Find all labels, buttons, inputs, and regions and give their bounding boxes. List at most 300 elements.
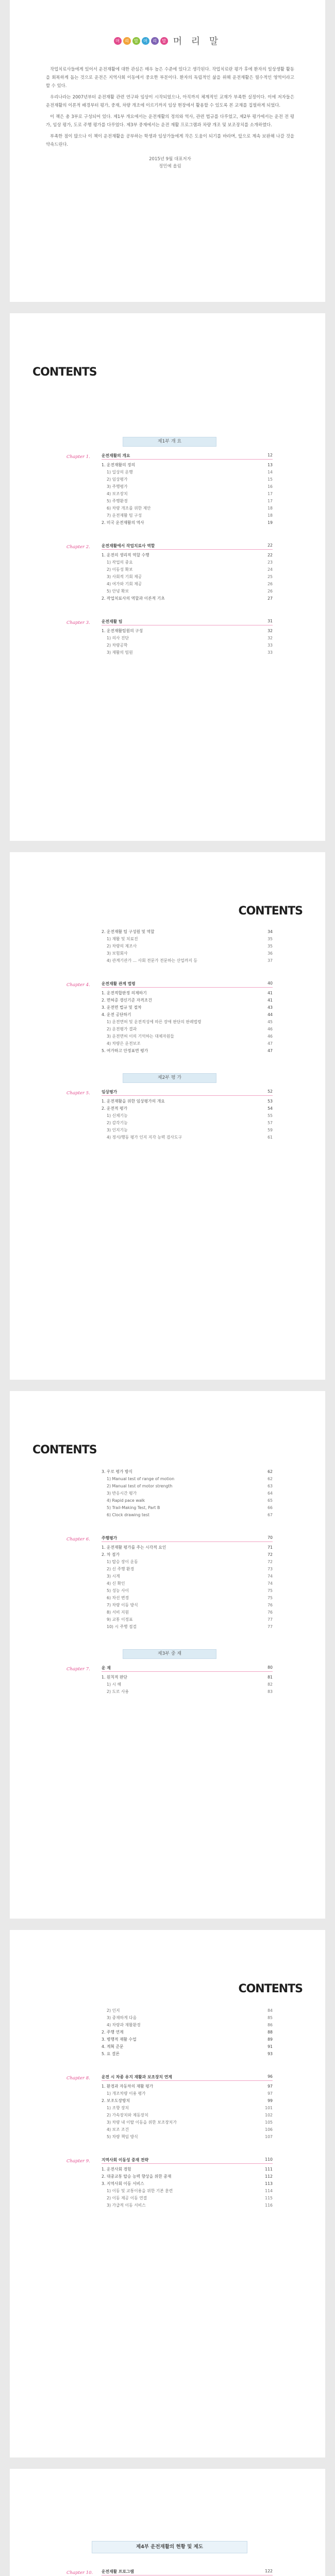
chapter-number: Chapter 4.: [66, 982, 90, 988]
contents-page-2: [10, 852, 325, 1380]
toc-entry-title: 2. 면허증 갱신기준 자격조건: [102, 998, 152, 1003]
toc-entry: [107, 1040, 273, 1047]
toc-entry-title: 4. 운전 공단하기: [102, 1012, 131, 1017]
toc-entry-page: 17: [267, 499, 273, 503]
toc-entry-page: 75: [267, 1588, 273, 1593]
toc-entry-title: 1. 환경과 자동차의 재활 평가: [102, 2084, 154, 2089]
toc-entry-title: 4) 신 확인: [107, 1581, 125, 1586]
spacer: [66, 1631, 273, 1644]
toc-entry-page: 37: [267, 958, 273, 963]
toc-entry-title: 5) Trail-Making Test, Part B: [107, 1505, 160, 1510]
chapter-heading: [66, 543, 273, 550]
toc-entry-title: 5) 안녕 확보: [107, 589, 129, 594]
chapter-title: [102, 453, 273, 460]
toc-entry-page: 65: [267, 1498, 273, 1503]
chapter-number: Chapter 2.: [66, 545, 90, 550]
contents-page-3: [10, 1391, 325, 1919]
toc-entry-title: 1) 운전면허 및 운전적성에 따른 장애 판단의 판례법령: [107, 1020, 202, 1024]
toc-entry-title: 3) 재활의 팀원: [107, 650, 133, 655]
chapter-title-text: 운전재활 관계 법령: [102, 981, 136, 986]
toc-entry-title: 1) 이동 및 교통이용을 위한 기본 훈련: [107, 2189, 173, 2193]
toc-entry-title: 5. 요 결론: [102, 2052, 120, 2056]
toc-entry-page: 62: [267, 1469, 273, 1474]
toc-entry-page: 66: [267, 1505, 273, 1510]
spacer: [66, 1055, 273, 1068]
preface-paragraph: 작업치료사들에게 있어서 운전재활에 대한 관심은 매우 높은 수준에 있다고 생각된다. 작업치료란 평가 후에 환자의 일상생활 활동을 회복하게 돕는 것으로 운전은 지역사회 이동에서 중요한 부분이다. 환자의 독립적인 삶을 위해 운전재활은 필수적인 영역이라고 할 수 있다.: [46, 66, 294, 88]
toc-entry-title: 2) 신 주행 환경: [107, 1567, 135, 1571]
toc-entry-page: 61: [267, 1135, 273, 1140]
chapter-page: 31: [267, 619, 273, 623]
toc-entry-title: 3) 가급적 이동 서비스: [107, 2203, 146, 2208]
toc-entry-page: 47: [267, 1041, 273, 1046]
toc-entry-title: 2) 감각기능: [107, 1121, 128, 1125]
toc-entry-title: 5. 여가하고 안정표면 평가: [102, 1048, 148, 1053]
toc-entry: [107, 581, 273, 588]
toc-entry-page: 72: [267, 1552, 273, 1557]
toc-entry-title: 2) 가속장치와 제동장치: [107, 2113, 148, 2117]
toc-entry-page: 111: [265, 2167, 273, 2172]
toc-entry-page: 47: [267, 1048, 273, 1053]
toc-entry: [107, 1019, 273, 1026]
toc-entry: [107, 566, 273, 573]
toc-entry-title: 1. 운전적합판정 의제하기: [102, 991, 147, 995]
part-heading: 제1부 개 요: [123, 437, 216, 447]
toc-entry: [107, 950, 273, 957]
toc-entry-title: 2. 주행 연계: [102, 2030, 124, 2035]
toc-entry-title: 2) 임상평가: [107, 477, 128, 482]
chapter-title-text: 운전재활 팀: [102, 619, 123, 624]
toc-entry: [107, 2133, 273, 2141]
toc-entry-title: 2. 미국 운전재활의 역사: [102, 520, 144, 525]
toc-entry-title: 5) 주행환경: [107, 499, 128, 503]
toc-entry-title: 4) 여가와 기회 제공: [107, 582, 142, 586]
chapter-heading: [66, 2074, 273, 2081]
toc-entry-title: 1. 운전재활 평가를 주는 시각적 요인: [102, 1545, 166, 1550]
toc-entry: [107, 1127, 273, 1134]
toc-entry: [107, 943, 273, 950]
toc-entry-title: 3. 병행적 재활 수업: [102, 2037, 137, 2042]
toc-entry: [102, 1674, 273, 1681]
toc-entry: [107, 1483, 273, 1490]
signature-name: 정민예 올림: [159, 164, 181, 169]
chapter-title-text: 주행평가: [102, 1536, 118, 1540]
toc-entry-page: 114: [265, 2189, 273, 2193]
chapter-page: 122: [265, 2569, 273, 2573]
contents-title: CONTENTS: [238, 1982, 303, 1995]
preface-paragraph: 이 책은 총 3부로 구성되어 있다. 제1부 개요에서는 운전재활의 정의와 역사, 관련 법규를 다루었고, 제2부 평가에서는 운전 전 평가, 임상 평가, 도로 주행 평가를 다루었다. 제3부 중재에서는 운전 재활 프로그램과 차량 개조 및 보조장치를 소개하였다.: [46, 114, 294, 127]
preface-dot: 리: [123, 37, 131, 45]
toc-entry: [102, 462, 273, 469]
toc-entry-page: 33: [267, 643, 273, 648]
toc-entry: [102, 2180, 273, 2188]
chapter-title-text: 운전재활의 개요: [102, 453, 130, 458]
toc-entry-page: 35: [267, 937, 273, 941]
toc-entry-title: 3. 운전면 법규 및 절차: [102, 1005, 142, 1010]
toc-entry-page: 18: [267, 506, 273, 511]
toc-entry: [102, 1105, 273, 1112]
toc-entry: [107, 559, 273, 566]
toc-entry-title: 3) 사회적 기회 제공: [107, 574, 142, 579]
toc-entry-page: 113: [265, 2181, 273, 2186]
toc-entry-title: 3) 인지기능: [107, 1128, 128, 1132]
toc-entry-page: 32: [267, 629, 273, 633]
toc-entry: [102, 928, 273, 936]
toc-entry: [107, 1566, 273, 1573]
chapter-title-text: 운전 시 차종 유지 재활과 보조장치 연계: [102, 2075, 172, 2079]
toc-entry: [102, 990, 273, 997]
toc-entry-page: 53: [267, 1099, 273, 1104]
chapter-title: [102, 543, 273, 550]
toc-entry-title: 2) 차량의 제조사: [107, 944, 137, 948]
chapter-title: [102, 2074, 273, 2081]
part-heading: 제3부 중 재: [123, 1649, 216, 1659]
contents-title: CONTENTS: [32, 366, 97, 379]
toc-entry: [107, 2188, 273, 2195]
toc-entry: [102, 628, 273, 635]
chapter-title-text: 임상평가: [102, 1090, 118, 1094]
toc-entry-page: 77: [267, 1617, 273, 1622]
part-heading: 제2부 평 가: [123, 1073, 216, 1083]
toc-block: [66, 2541, 273, 2576]
toc-entry-title: 9) 교통 이정표: [107, 1617, 133, 1622]
toc-entry-title: 3. 우로 평가 방식: [102, 1469, 133, 1474]
toc-entry: [102, 2043, 273, 2050]
toc-entry: [107, 936, 273, 943]
toc-entry: [107, 642, 273, 649]
toc-entry: [102, 595, 273, 602]
preface-header: [10, 0, 325, 47]
toc-entry-page: 19: [267, 520, 273, 525]
chapter-title: [102, 619, 273, 625]
chapter-title: [102, 1535, 273, 1542]
toc-entry-page: 13: [267, 463, 273, 467]
toc-entry-page: 46: [267, 1027, 273, 1031]
chapter-page: 70: [267, 1535, 273, 1540]
chapter-number: Chapter 7.: [66, 1667, 90, 1672]
toc-entry-page: 64: [267, 1491, 273, 1496]
spacer: [66, 2058, 273, 2071]
toc-entry: [107, 1602, 273, 1609]
chapter-number: Chapter 9.: [66, 2159, 90, 2164]
toc-entry-page: 67: [267, 1513, 273, 1517]
toc-entry-title: 3. 지역사회 이동 서비스: [102, 2181, 144, 2186]
toc-entry-page: 63: [267, 1484, 273, 1488]
chapter-title: [102, 2157, 273, 2164]
toc-entry: [107, 490, 273, 498]
toc-entry-title: 2. 운전재활 팀 구성원 및 역할: [102, 929, 155, 934]
toc-entry: [107, 2195, 273, 2202]
chapter-title-text: 운 재: [102, 1666, 111, 1670]
toc-entry-title: 3) 반응시간 평가: [107, 1491, 137, 1496]
preface-dots: [114, 37, 168, 45]
toc-entry-title: 4) 보조 조건: [107, 2127, 129, 2132]
toc-entry-page: 34: [267, 929, 273, 934]
chapter-number: Chapter 5.: [66, 1091, 90, 1096]
toc-entry-page: 22: [267, 553, 273, 557]
toc-entry: [102, 1468, 273, 1476]
chapter-number: Chapter 3.: [66, 620, 90, 625]
toc-entry-title: 4) 차량과 재활환경: [107, 2023, 141, 2027]
toc-entry: [102, 1551, 273, 1558]
chapter-heading: [66, 453, 273, 460]
preface-dot: 말: [160, 37, 168, 45]
toc-entry: [107, 1688, 273, 1696]
toc-entry-page: 89: [267, 2037, 273, 2042]
toc-entry: [102, 2036, 273, 2043]
toc-entry-page: 116: [265, 2203, 273, 2208]
contents-page-5: [10, 2469, 325, 2576]
toc-entry-page: 77: [267, 1624, 273, 1629]
toc-entry: [107, 2126, 273, 2133]
toc-entry: [107, 1512, 273, 1519]
toc-entry-title: 4. 계획 준문: [102, 2044, 124, 2049]
toc-entry-page: 36: [267, 951, 273, 956]
preface-body: [46, 65, 294, 170]
toc-entry-page: 54: [267, 1106, 273, 1111]
chapter-page: 12: [267, 453, 273, 457]
toc-entry-title: 1) 신체기능: [107, 1113, 128, 1118]
toc-entry-title: 1) 개조차량 이용 평가: [107, 2091, 146, 2096]
toc-entry-page: 101: [265, 2106, 273, 2110]
toc-entry-page: 107: [265, 2134, 273, 2139]
toc-entry-title: 2) Manual test of motor strength: [107, 1484, 173, 1488]
toc-entry-title: 1) 조향 장치: [107, 2106, 129, 2110]
toc-entry: [107, 1609, 273, 1616]
toc-entry: [107, 1587, 273, 1595]
toc-entry-page: 35: [267, 944, 273, 948]
toc-entry: [107, 505, 273, 512]
toc-entry-page: 44: [267, 1012, 273, 1017]
toc-entry-title: 3) 보험회사: [107, 951, 128, 956]
spacer: [66, 602, 273, 616]
toc-entry-title: 1. 운전재활을 위한 임상평가의 개요: [102, 1099, 165, 1104]
toc-block: [66, 928, 273, 1155]
toc-entry-title: 1) 일상의 운행: [107, 470, 133, 474]
toc-entry: [107, 1595, 273, 1602]
toc-entry-page: 15: [267, 477, 273, 482]
toc-entry-title: 6) 차선 변경: [107, 1596, 129, 1600]
spacer: [66, 2553, 273, 2566]
toc-entry-title: 2. 대중교통 탑승 능력 향상을 위한 중재: [102, 2174, 172, 2179]
toc-entry-page: 91: [267, 2044, 273, 2049]
toc-entry-title: 1. 원칙적 판단: [102, 1675, 128, 1680]
toc-entry-title: 6) 차량 개조를 위한 제안: [107, 506, 151, 511]
toc-entry-page: 24: [267, 567, 273, 572]
toc-entry: [107, 2105, 273, 2112]
toc-entry-page: 57: [267, 1121, 273, 1125]
preface-paragraph: 부족한 점이 많으나 이 책이 운전재활을 공부하는 학생과 임상가들에게 작은 도움이 되기를 바라며, 앞으로 계속 보완해 나갈 것을 약속드린다.: [46, 133, 294, 147]
toc-entry-title: 5) 성능 사이: [107, 1588, 129, 1593]
chapter-page: 110: [265, 2157, 273, 2162]
toc-entry: [102, 1004, 273, 1011]
toc-entry-title: 1. 운전재활의 정의: [102, 463, 136, 467]
chapter-title-text: 운전재활 프로그램: [102, 2569, 134, 2574]
toc-entry-page: 71: [267, 1545, 273, 1550]
toc-entry-page: 84: [267, 2008, 273, 2013]
chapter-number: Chapter 1.: [66, 454, 90, 460]
toc-block: [66, 2007, 273, 2223]
toc-entry-page: 81: [267, 1675, 273, 1680]
toc-entry-title: 1) 시 해: [107, 1682, 122, 1687]
toc-entry-page: 55: [267, 1113, 273, 1118]
toc-entry-page: 86: [267, 2023, 273, 2027]
toc-entry: [107, 1134, 273, 1141]
toc-entry: [107, 588, 273, 595]
toc-entry: [107, 1476, 273, 1483]
toc-entry-title: 3) 차량 내 이탈 이동을 위한 보조장치가: [107, 2120, 177, 2125]
chapter-page: 22: [267, 543, 273, 548]
toc-entry-title: 2) 이동 제공 이동 연결: [107, 2196, 147, 2200]
toc-entry-title: 2) 차량공학: [107, 643, 128, 648]
spacer: [66, 1519, 273, 1532]
toc-entry: [107, 1497, 273, 1504]
signature-date: 2015년 9월 대표저자: [149, 157, 191, 162]
toc-entry-page: 93: [267, 2052, 273, 2056]
toc-entry: [107, 649, 273, 656]
chapter-heading: [66, 2157, 273, 2164]
toc-entry-title: 7) 차량 이동 방식: [107, 1603, 138, 1607]
toc-entry-page: 46: [267, 1034, 273, 1039]
chapter-title: [102, 1665, 273, 1672]
toc-entry-title: 2. 작업치료사의 역할과 이론적 기초: [102, 596, 165, 601]
toc-entry-page: 82: [267, 1682, 273, 1687]
toc-entry-page: 105: [265, 2120, 273, 2125]
chapter-title: [102, 2569, 273, 2575]
chapter-heading: [66, 1665, 273, 1672]
toc-entry-page: 41: [267, 998, 273, 1003]
chapter-heading: [66, 981, 273, 988]
toc-entry-title: 1. 운전재활팀원의 구성: [102, 629, 143, 633]
toc-entry-page: 17: [267, 492, 273, 496]
chapter-page: 40: [267, 981, 273, 986]
toc-entry-page: 27: [267, 596, 273, 601]
spacer: [66, 964, 273, 978]
toc-entry: [102, 1098, 273, 1105]
toc-entry-page: 85: [267, 2015, 273, 2020]
toc-entry-title: 6) Clock drawing test: [107, 1513, 149, 1517]
toc-entry-title: 10) 시 주행 점검: [107, 1624, 137, 1629]
spacer: [66, 527, 273, 540]
toc-entry-page: 33: [267, 650, 273, 655]
chapter-page: 52: [267, 1089, 273, 1094]
toc-entry: [107, 2090, 273, 2097]
toc-entry-title: 5) 차량 책임 방식: [107, 2134, 138, 2139]
spacer: [66, 1141, 273, 1155]
chapter-heading: [66, 1089, 273, 1096]
toc-entry-title: 3) 시계: [107, 1574, 120, 1579]
contents-title: CONTENTS: [238, 905, 303, 918]
toc-entry: [107, 2007, 273, 2014]
toc-entry: [102, 2097, 273, 2105]
toc-entry: [107, 476, 273, 483]
toc-entry: [107, 573, 273, 581]
toc-entry-title: 2) 인지: [107, 2008, 120, 2013]
chapter-heading: [66, 619, 273, 625]
toc-entry: [107, 1573, 273, 1580]
chapter-title: [102, 1089, 273, 1096]
toc-entry-title: 8) 서비 지원: [107, 1610, 129, 1615]
toc-entry: [102, 997, 273, 1004]
spacer: [66, 2209, 273, 2223]
toc-entry: [107, 635, 273, 642]
spacer: [66, 2141, 273, 2154]
preface-paragraph: 우리나라는 2007년부터 운전재활 관련 연구와 임상이 시작되었으나, 아직까지 체계적인 교재가 부족한 실정이다. 이에 저자들은 운전재활의 이론적 배경부터 평가, 중재, 차량 개조에 이르기까지 임상 현장에서 활용할 수 있도록 본 교재를 집필하게 되었다.: [46, 94, 294, 108]
toc-entry: [107, 2119, 273, 2126]
toc-entry: [107, 512, 273, 519]
chapter-heading: [66, 1535, 273, 1542]
toc-entry: [107, 498, 273, 505]
toc-entry: [107, 1681, 273, 1688]
toc-entry: [107, 483, 273, 490]
toc-entry: [107, 1616, 273, 1623]
toc-entry-page: 74: [267, 1581, 273, 1586]
toc-entry-page: 26: [267, 589, 273, 594]
toc-block: [66, 1468, 273, 1709]
toc-entry-page: 97: [267, 2084, 273, 2089]
toc-block: [66, 437, 273, 670]
contents-title: CONTENTS: [32, 1444, 97, 1456]
toc-entry-page: 106: [265, 2127, 273, 2132]
toc-entry: [107, 1580, 273, 1587]
toc-entry-page: 45: [267, 1020, 273, 1024]
preface-page: [10, 0, 325, 302]
preface-signature: [46, 156, 294, 170]
toc-entry: [107, 2014, 273, 2022]
toc-entry: [102, 519, 273, 527]
toc-entry-title: 2) 도로 사용: [107, 1689, 129, 1694]
toc-entry: [102, 2029, 273, 2036]
toc-entry: [107, 1033, 273, 1040]
preface-dot: 리: [151, 37, 159, 45]
toc-entry-page: 14: [267, 470, 273, 474]
chapter-number: Chapter 6.: [66, 1537, 90, 1542]
toc-entry: [107, 1558, 273, 1566]
toc-entry-page: 16: [267, 484, 273, 489]
part-box: 제4부 운전재활의 현황 및 제도: [92, 2541, 247, 2553]
toc-entry: [107, 469, 273, 476]
toc-entry-page: 72: [267, 1560, 273, 1564]
toc-entry-title: 1) 작업의 중요: [107, 560, 133, 565]
chapter-number: Chapter 10.: [66, 2570, 93, 2575]
toc-entry: [102, 1011, 273, 1019]
toc-entry-title: 1. 운전의 생리적 역할 수행: [102, 553, 149, 557]
chapter-title: [102, 981, 273, 988]
toc-entry-title: 4) 정서/행동 평가 인지 지각 능력 검사도구: [107, 1135, 182, 1140]
toc-entry-title: 1) 재활 및 치료진: [107, 937, 138, 941]
toc-entry-page: 62: [267, 1477, 273, 1481]
toc-entry-title: 4) 관계기관가 ... 사회 전문가 전문하는 산업까지 등: [107, 958, 197, 963]
toc-entry: [102, 2173, 273, 2180]
toc-entry-page: 75: [267, 1596, 273, 1600]
toc-entry: [107, 1504, 273, 1512]
toc-entry-title: 3) 운전면허 이의 기억하는 대체자원들: [107, 1034, 174, 1039]
toc-entry-title: 2. 보조도장방치: [102, 2098, 130, 2103]
chapter-page: 96: [267, 2074, 273, 2079]
toc-entry-page: 112: [265, 2174, 273, 2179]
toc-entry-page: 115: [265, 2196, 273, 2200]
toc-entry: [102, 2050, 273, 2058]
toc-entry-page: 102: [265, 2113, 273, 2117]
toc-entry-page: 88: [267, 2030, 273, 2035]
toc-entry-title: 3) 주행평가: [107, 484, 128, 489]
toc-entry-page: 59: [267, 1128, 273, 1132]
toc-entry-page: 99: [267, 2098, 273, 2103]
toc-entry: [107, 2202, 273, 2209]
toc-entry: [102, 1544, 273, 1551]
toc-entry-page: 23: [267, 560, 273, 565]
chapter-title-text: 운전재활에서 작업치료사 역할: [102, 544, 155, 548]
toc-entry-title: 4) 차량은 운전보조: [107, 1041, 141, 1046]
